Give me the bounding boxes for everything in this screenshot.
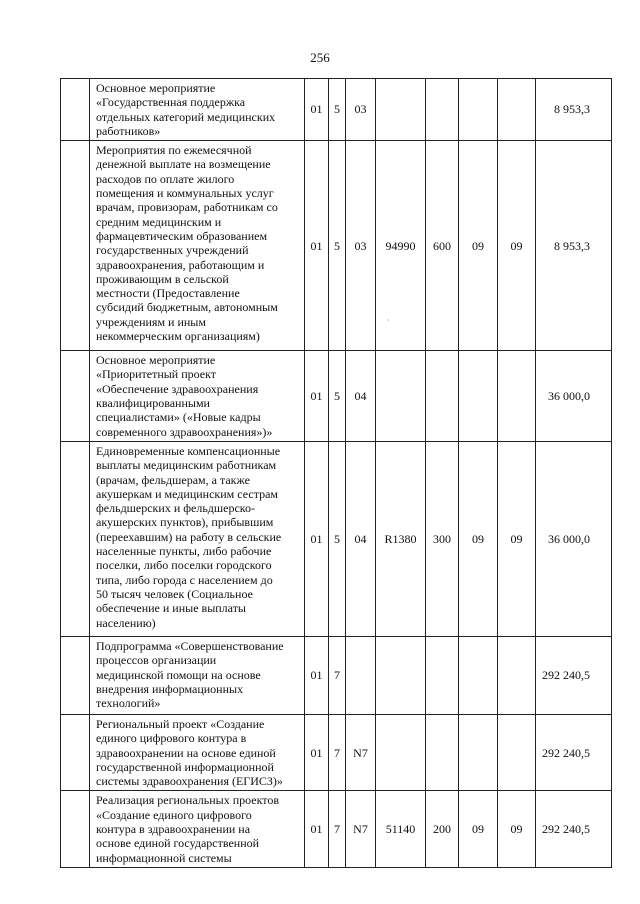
section-code: 09	[459, 791, 498, 868]
event-code: N7	[346, 791, 376, 868]
amount: 8 953,3	[536, 141, 612, 351]
subsection-code	[498, 79, 536, 141]
subsection-code	[498, 636, 536, 714]
subprogram-code: 5	[329, 441, 346, 636]
program-code: 01	[305, 791, 329, 868]
program-code: 01	[305, 351, 329, 442]
expense-type-code	[426, 636, 459, 714]
table-row	[61, 791, 612, 868]
subprogram-code: 5	[329, 351, 346, 442]
subsection-code	[498, 351, 536, 442]
subsection-code: 09	[498, 141, 536, 351]
subprogram-code: 7	[329, 714, 346, 790]
expense-type-code	[426, 79, 459, 141]
subprogram-code: 5	[329, 141, 346, 351]
amount: 36 000,0	[536, 441, 612, 636]
scan-speck: ·	[387, 316, 390, 325]
direction-code	[376, 636, 426, 714]
section-code	[459, 636, 498, 714]
amount: 292 240,5	[536, 714, 612, 790]
table-row	[61, 636, 612, 714]
direction-code: 51140	[376, 791, 426, 868]
page-number: 256	[310, 50, 330, 65]
program-code: 01	[305, 79, 329, 141]
event-code: 03	[346, 141, 376, 351]
row-name: Реализация региональных проектов «Создание единого цифрового контура в здравоохранении на основе единой государственной информационной системы	[90, 791, 305, 868]
program-code: 01	[305, 441, 329, 636]
blank-cell	[61, 441, 90, 636]
subprogram-code: 7	[329, 791, 346, 868]
row-name: Подпрограмма «Совершенствование процессов организации медицинской помощи на основе внедрения информационных технологий»	[90, 636, 305, 714]
blank-cell	[61, 636, 90, 714]
row-name: Региональный проект «Создание единого цифрового контура в здравоохранении на основе единой государственной информационной системы здравоохранения (ЕГИСЗ)»	[90, 714, 305, 790]
section-code	[459, 714, 498, 790]
blank-cell	[61, 79, 90, 141]
table-row	[61, 351, 612, 442]
program-code: 01	[305, 141, 329, 351]
row-name: Основное мероприятие «Государственная поддержка отдельных категорий медицинских работников»	[90, 79, 305, 141]
direction-code	[376, 351, 426, 442]
event-code: N7	[346, 714, 376, 790]
expense-type-code: 200	[426, 791, 459, 868]
expense-type-code: 600	[426, 141, 459, 351]
event-code: 04	[346, 351, 376, 442]
row-name: Основное мероприятие «Приоритетный проект «Обеспечение здравоохранения квалифицированными специалистами» («Новые кадры современного здравоохранения»)»	[90, 351, 305, 442]
amount: 8 953,3	[536, 79, 612, 141]
blank-cell	[61, 351, 90, 442]
row-name: Мероприятия по ежемесячной денежной выплате на возмещение расходов по оплате жилого помещения и коммунальных услуг врачам, провизорам, работникам со средним медицинским и фармацевтическим образованием государственных учреждений здравоохранения, работающим и проживающим в сельской местности (Предоставление субсидий бюджетным, автономным учреждениям и иным некоммерческим организациям)	[90, 141, 305, 351]
subprogram-code: 5	[329, 79, 346, 141]
section-code: 09	[459, 441, 498, 636]
event-code: 04	[346, 441, 376, 636]
direction-code: R1380	[376, 441, 426, 636]
amount: 292 240,5	[536, 636, 612, 714]
amount: 292 240,5	[536, 791, 612, 868]
table-row	[61, 714, 612, 790]
event-code: 03	[346, 79, 376, 141]
amount: 36 000,0	[536, 351, 612, 442]
row-name: Единовременные компенсационные выплаты медицинским работникам (врачам, фельдшерам, а также акушеркам и медицинским сестрам фельдшерских и фельдшерско- акушерских пунктов), прибывшим (переехавшим) на работу в сельские населенные пункты, либо рабочие поселки, либо поселки городского типа, либо города с населением до 50 тысяч человек (Социальное обеспечение и иные выплаты населению)	[90, 441, 305, 636]
section-code	[459, 351, 498, 442]
budget-table	[60, 78, 612, 868]
expense-type-code	[426, 714, 459, 790]
table-row	[61, 441, 612, 636]
direction-code: 94990	[376, 141, 426, 351]
program-code: 01	[305, 714, 329, 790]
expense-type-code	[426, 351, 459, 442]
direction-code	[376, 714, 426, 790]
subsection-code	[498, 714, 536, 790]
direction-code	[376, 79, 426, 141]
table-row	[61, 79, 612, 141]
subprogram-code: 7	[329, 636, 346, 714]
expense-type-code: 300	[426, 441, 459, 636]
subsection-code: 09	[498, 791, 536, 868]
blank-cell	[61, 714, 90, 790]
program-code: 01	[305, 636, 329, 714]
section-code	[459, 79, 498, 141]
event-code	[346, 636, 376, 714]
subsection-code: 09	[498, 441, 536, 636]
blank-cell	[61, 141, 90, 351]
blank-cell	[61, 791, 90, 868]
table-row	[61, 141, 612, 351]
section-code: 09	[459, 141, 498, 351]
